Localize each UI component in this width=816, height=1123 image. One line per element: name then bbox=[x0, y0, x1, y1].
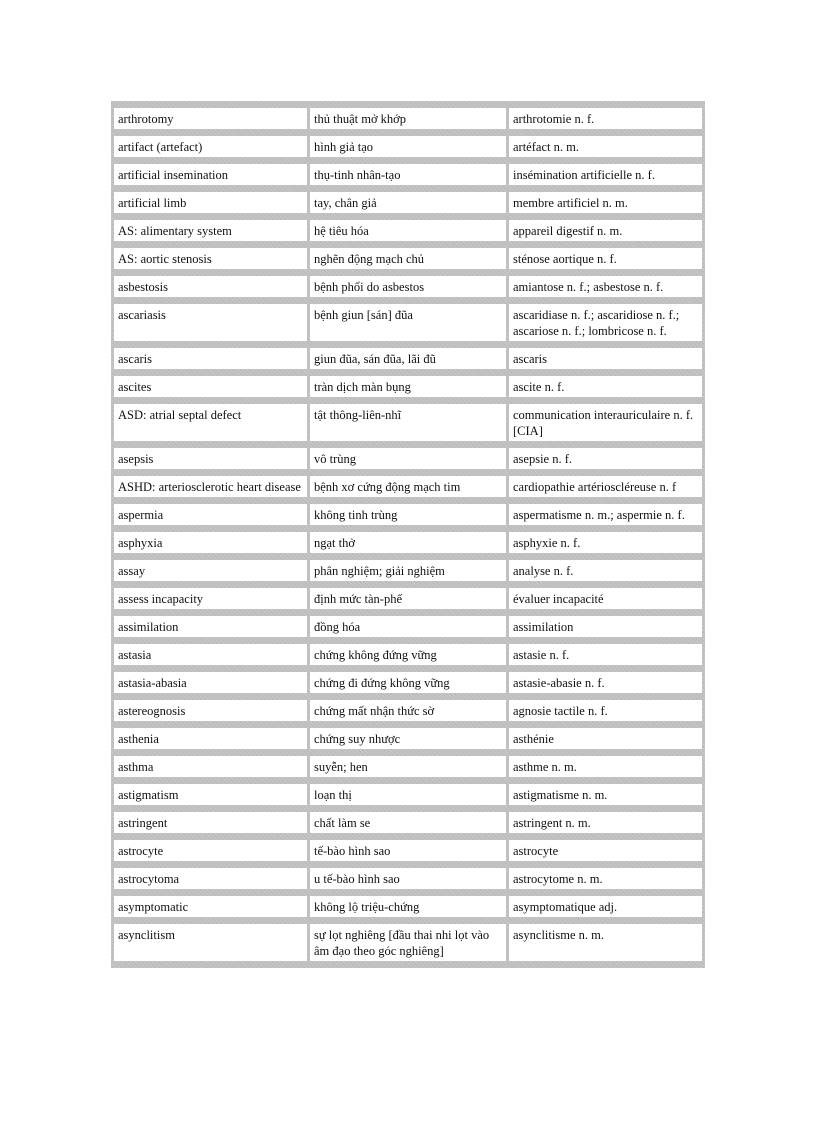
table-row bbox=[114, 728, 702, 749]
english-term-cell: ASHD: arteriosclerotic heart disease bbox=[114, 476, 307, 497]
vietnamese-term-cell: tế-bào hình sao bbox=[310, 840, 506, 861]
vietnamese-term-cell: hệ tiêu hóa bbox=[310, 220, 506, 241]
table-row bbox=[114, 616, 702, 637]
english-term-cell: astigmatism bbox=[114, 784, 307, 805]
vietnamese-term-cell: tràn dịch màn bụng bbox=[310, 376, 506, 397]
french-term-cell: asymptomatique adj. bbox=[509, 896, 702, 917]
french-term-cell: ascite n. f. bbox=[509, 376, 702, 397]
english-term-cell: astasia bbox=[114, 644, 307, 665]
glossary-table bbox=[111, 101, 705, 968]
english-term-cell: artificial insemination bbox=[114, 164, 307, 185]
table-row bbox=[114, 404, 702, 441]
french-term-cell: assimilation bbox=[509, 616, 702, 637]
table-row bbox=[114, 700, 702, 721]
french-term-cell: ascaridiase n. f.; ascaridiose n. f.; ascariose n. f.; lombricose n. f. bbox=[509, 304, 702, 341]
glossary-body bbox=[114, 108, 702, 961]
table-row bbox=[114, 448, 702, 469]
table-row bbox=[114, 304, 702, 341]
vietnamese-term-cell: tay, chân giả bbox=[310, 192, 506, 213]
vietnamese-term-cell: sự lọt nghiêng [đầu thai nhi lọt vào âm đạo theo góc nghiêng] bbox=[310, 924, 506, 961]
french-term-cell: asthénie bbox=[509, 728, 702, 749]
english-term-cell: artificial limb bbox=[114, 192, 307, 213]
english-term-cell: asynclitism bbox=[114, 924, 307, 961]
vietnamese-term-cell: hình giả tạo bbox=[310, 136, 506, 157]
table-row bbox=[114, 588, 702, 609]
table-row bbox=[114, 136, 702, 157]
english-term-cell: asbestosis bbox=[114, 276, 307, 297]
french-term-cell: ascaris bbox=[509, 348, 702, 369]
english-term-cell: assimilation bbox=[114, 616, 307, 637]
vietnamese-term-cell: đồng hóa bbox=[310, 616, 506, 637]
french-term-cell: astrocytome n. m. bbox=[509, 868, 702, 889]
english-term-cell: arthrotomy bbox=[114, 108, 307, 129]
vietnamese-term-cell: tật thông-liên-nhĩ bbox=[310, 404, 506, 441]
vietnamese-term-cell: thủ thuật mở khớp bbox=[310, 108, 506, 129]
vietnamese-term-cell: thụ-tinh nhân-tạo bbox=[310, 164, 506, 185]
english-term-cell: asthma bbox=[114, 756, 307, 777]
vietnamese-term-cell: định mức tàn-phế bbox=[310, 588, 506, 609]
english-term-cell: artifact (artefact) bbox=[114, 136, 307, 157]
table-row bbox=[114, 192, 702, 213]
vietnamese-term-cell: bệnh xơ cứng động mạch tim bbox=[310, 476, 506, 497]
french-term-cell: communication interauriculaire n. f. [CIA] bbox=[509, 404, 702, 441]
vietnamese-term-cell: loạn thị bbox=[310, 784, 506, 805]
table-row bbox=[114, 756, 702, 777]
french-term-cell: évaluer incapacité bbox=[509, 588, 702, 609]
english-term-cell: ascaris bbox=[114, 348, 307, 369]
english-term-cell: AS: aortic stenosis bbox=[114, 248, 307, 269]
vietnamese-term-cell: chứng đi đứng không vững bbox=[310, 672, 506, 693]
vietnamese-term-cell: u tế-bào hình sao bbox=[310, 868, 506, 889]
table-row bbox=[114, 644, 702, 665]
french-term-cell: aspermatisme n. m.; aspermie n. f. bbox=[509, 504, 702, 525]
vietnamese-term-cell: chứng không đứng vững bbox=[310, 644, 506, 665]
english-term-cell: ASD: atrial septal defect bbox=[114, 404, 307, 441]
table-row bbox=[114, 164, 702, 185]
vietnamese-term-cell: bệnh giun [sán] đũa bbox=[310, 304, 506, 341]
table-row bbox=[114, 532, 702, 553]
french-term-cell: astasie-abasie n. f. bbox=[509, 672, 702, 693]
french-term-cell: astrocyte bbox=[509, 840, 702, 861]
english-term-cell: assess incapacity bbox=[114, 588, 307, 609]
english-term-cell: asepsis bbox=[114, 448, 307, 469]
table-row bbox=[114, 812, 702, 833]
english-term-cell: asphyxia bbox=[114, 532, 307, 553]
french-term-cell: analyse n. f. bbox=[509, 560, 702, 581]
table-row bbox=[114, 896, 702, 917]
french-term-cell: asynclitisme n. m. bbox=[509, 924, 702, 961]
vietnamese-term-cell: chất làm se bbox=[310, 812, 506, 833]
english-term-cell: astrocyte bbox=[114, 840, 307, 861]
table-row bbox=[114, 348, 702, 369]
vietnamese-term-cell: suyễn; hen bbox=[310, 756, 506, 777]
vietnamese-term-cell: giun đũa, sán đũa, lãi đũ bbox=[310, 348, 506, 369]
table-row bbox=[114, 248, 702, 269]
french-term-cell: asepsie n. f. bbox=[509, 448, 702, 469]
table-row bbox=[114, 868, 702, 889]
french-term-cell: agnosie tactile n. f. bbox=[509, 700, 702, 721]
table-row bbox=[114, 840, 702, 861]
french-term-cell: artéfact n. m. bbox=[509, 136, 702, 157]
table-row bbox=[114, 276, 702, 297]
french-term-cell: astigmatisme n. m. bbox=[509, 784, 702, 805]
french-term-cell: appareil digestif n. m. bbox=[509, 220, 702, 241]
english-term-cell: astringent bbox=[114, 812, 307, 833]
english-term-cell: aspermia bbox=[114, 504, 307, 525]
vietnamese-term-cell: vô trùng bbox=[310, 448, 506, 469]
vietnamese-term-cell: chứng suy nhược bbox=[310, 728, 506, 749]
french-term-cell: astringent n. m. bbox=[509, 812, 702, 833]
english-term-cell: astasia-abasia bbox=[114, 672, 307, 693]
english-term-cell: asymptomatic bbox=[114, 896, 307, 917]
french-term-cell: insémination artificielle n. f. bbox=[509, 164, 702, 185]
table-row bbox=[114, 220, 702, 241]
french-term-cell: asphyxie n. f. bbox=[509, 532, 702, 553]
french-term-cell: cardiopathie artérioscléreuse n. f bbox=[509, 476, 702, 497]
english-term-cell: astereognosis bbox=[114, 700, 307, 721]
vietnamese-term-cell: nghẽn động mạch chủ bbox=[310, 248, 506, 269]
french-term-cell: membre artificiel n. m. bbox=[509, 192, 702, 213]
table-row bbox=[114, 924, 702, 961]
french-term-cell: astasie n. f. bbox=[509, 644, 702, 665]
table-row bbox=[114, 560, 702, 581]
table-row bbox=[114, 108, 702, 129]
table-row bbox=[114, 376, 702, 397]
english-term-cell: ascites bbox=[114, 376, 307, 397]
vietnamese-term-cell: chứng mất nhận thức sờ bbox=[310, 700, 506, 721]
english-term-cell: assay bbox=[114, 560, 307, 581]
english-term-cell: AS: alimentary system bbox=[114, 220, 307, 241]
english-term-cell: asthenia bbox=[114, 728, 307, 749]
table-row bbox=[114, 672, 702, 693]
french-term-cell: amiantose n. f.; asbestose n. f. bbox=[509, 276, 702, 297]
vietnamese-term-cell: phân nghiệm; giải nghiệm bbox=[310, 560, 506, 581]
french-term-cell: sténose aortique n. f. bbox=[509, 248, 702, 269]
english-term-cell: astrocytoma bbox=[114, 868, 307, 889]
table-row bbox=[114, 476, 702, 497]
vietnamese-term-cell: bệnh phổi do asbestos bbox=[310, 276, 506, 297]
vietnamese-term-cell: không tinh trùng bbox=[310, 504, 506, 525]
table-row bbox=[114, 504, 702, 525]
vietnamese-term-cell: không lộ triệu-chứng bbox=[310, 896, 506, 917]
vietnamese-term-cell: ngạt thở bbox=[310, 532, 506, 553]
french-term-cell: asthme n. m. bbox=[509, 756, 702, 777]
english-term-cell: ascariasis bbox=[114, 304, 307, 341]
table-row bbox=[114, 784, 702, 805]
french-term-cell: arthrotomie n. f. bbox=[509, 108, 702, 129]
